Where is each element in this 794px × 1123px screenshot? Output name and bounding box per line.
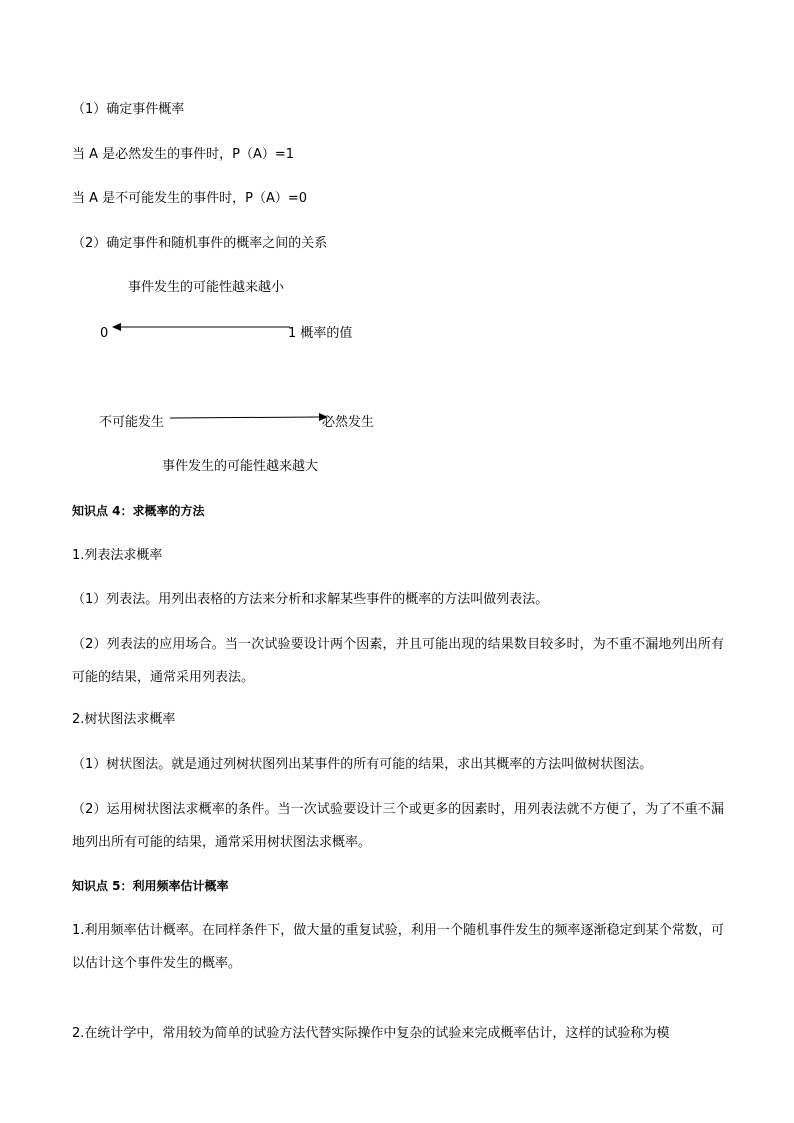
tree-method-p1: （1）树状图法。就是通过列树状图列出某事件的所有可能的结果，求出其概率的方法叫做树状图法。 (72, 757, 653, 772)
list-method-title: 1.列表法求概率 (72, 548, 163, 563)
diagram-impossible-label: 不可能发生 (99, 415, 165, 430)
impossible-event-line: 当 A 是不可能发生的事件时，P（A）=0 (72, 191, 308, 206)
kp5-title: 知识点 5：利用频率估计概率 (72, 879, 229, 893)
certain-event-line: 当 A 是必然发生的事件时，P（A）=1 (72, 147, 295, 162)
diagram-zero-label: 0 (100, 326, 109, 341)
tree-method-p2: （2）运用树状图法求概率的条件。当一次试验要设计三个或更多的因素时，用列表法就不方便了，为了不重不漏地列出所有可能的结果，通常采用树状图法求概率。 (72, 802, 724, 850)
kp4-title: 知识点 4：求概率的方法 (72, 504, 205, 518)
diagram-one-label: 1 概率的值 (288, 326, 353, 341)
kp5-p1: 1.利用频率估计概率。在同样条件下，做大量的重复试验，利用一个随机事件发生的频率逐渐稳定到某个常数，可以估计这个事件发生的概率。 (72, 923, 724, 971)
kp5-p2: 2.在统计学中，常用较为简单的试验方法代替实际操作中复杂的试验来完成概率估计，这样的试验称为模 (72, 1026, 670, 1041)
section1-heading: （1）确定事件概率 (72, 102, 185, 117)
diagram-top-caption: 事件发生的可能性越来越小 (128, 280, 285, 295)
tree-method-title: 2.树状图法求概率 (72, 712, 176, 727)
list-method-p1: （1）列表法。用列出表格的方法来分析和求解某些事件的概率的方法叫做列表法。 (72, 592, 549, 607)
diagram-bottom-caption: 事件发生的可能性越来越大 (162, 459, 319, 474)
right-arrow-icon (170, 410, 330, 424)
section2-heading: （2）确定事件和随机事件的概率之间的关系 (72, 236, 328, 251)
left-arrow-icon (112, 320, 292, 334)
list-method-p2: （2）列表法的应用场合。当一次试验要设计两个因素，并且可能出现的结果数目较多时，为不重不漏地列出所有可能的结果，通常采用列表法。 (72, 637, 724, 685)
diagram-certain-label: 必然发生 (322, 415, 375, 430)
